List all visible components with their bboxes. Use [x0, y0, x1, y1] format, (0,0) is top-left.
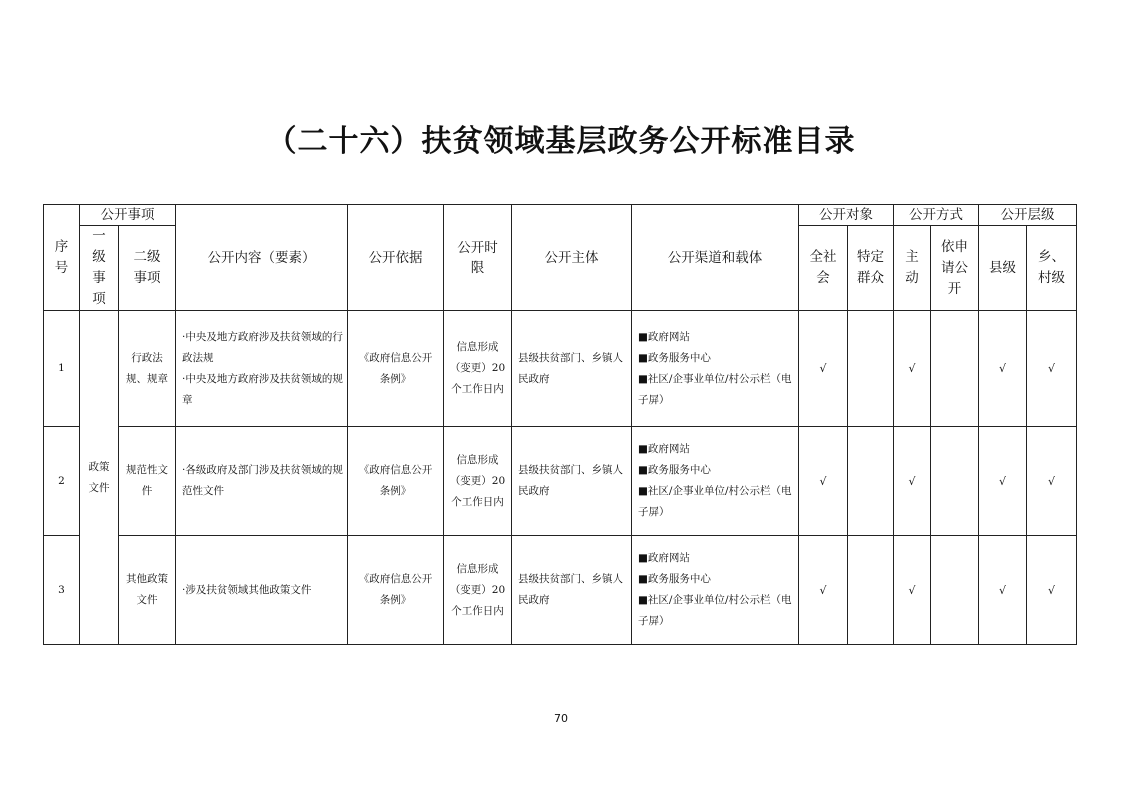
table-row — [44, 536, 1077, 645]
row-mode-request — [931, 536, 979, 645]
row-channels — [632, 311, 799, 427]
row-channels — [632, 536, 799, 645]
header-level2: 二级事项 — [119, 226, 176, 311]
row-target-all: √ — [799, 427, 848, 536]
row-target-specific — [848, 536, 894, 645]
row-mode-request — [931, 427, 979, 536]
row-time-limit: 信息形成（变更）20个工作日内 — [444, 536, 512, 645]
channel-item: ■社区/企事业单位/村公示栏（电子屏） — [638, 594, 792, 627]
channel-item: ■政府网站 — [638, 443, 690, 455]
row-mode-active: √ — [894, 427, 931, 536]
row-target-specific — [848, 427, 894, 536]
row-subject: 县级扶贫部门、乡镇人民政府 — [512, 427, 632, 536]
row-level-county: √ — [979, 427, 1027, 536]
header-time-limit: 公开时限 — [444, 205, 512, 311]
row-level2: 规范性文件 — [119, 427, 176, 536]
row-mode-active: √ — [894, 311, 931, 427]
header-mode-request: 依申请公开 — [931, 226, 979, 311]
content-item: ·中央及地方政府涉及扶贫领域的行政法规 — [182, 330, 343, 364]
row-level-township: √ — [1027, 536, 1077, 645]
header-target-group: 公开对象 — [799, 205, 894, 226]
row-target-all: √ — [799, 311, 848, 427]
row-time-limit: 信息形成（变更）20个工作日内 — [444, 311, 512, 427]
level1-item: 政策文件 — [80, 311, 119, 645]
header-level-group: 公开层级 — [979, 205, 1077, 226]
row-basis: 《政府信息公开条例》 — [348, 311, 444, 427]
header-level1: 一级事项 — [80, 226, 119, 311]
table-row — [44, 311, 1077, 427]
header-level-county: 县级 — [979, 226, 1027, 311]
row-target-specific — [848, 311, 894, 427]
row-mode-active: √ — [894, 536, 931, 645]
row-level-township: √ — [1027, 427, 1077, 536]
row-level-county: √ — [979, 311, 1027, 427]
page-title: （二十六）扶贫领域基层政务公开标准目录 — [266, 124, 856, 159]
content-item: ·涉及扶贫领域其他政策文件 — [182, 583, 312, 596]
row-content — [176, 311, 348, 427]
header-level-township: 乡、村级 — [1027, 226, 1077, 311]
header-target-specific: 特定群众 — [848, 226, 894, 311]
header-subject: 公开主体 — [512, 205, 632, 311]
row-time-limit: 信息形成（变更）20个工作日内 — [444, 427, 512, 536]
row-basis: 《政府信息公开条例》 — [348, 427, 444, 536]
row-content — [176, 536, 348, 645]
header-content: 公开内容（要素） — [176, 205, 348, 311]
row-seq: 3 — [44, 536, 80, 645]
channel-item: ■政府网站 — [638, 552, 690, 564]
content-item: ·各级政府及部门涉及扶贫领域的规范性文件 — [182, 464, 343, 497]
header-basis: 公开依据 — [348, 205, 444, 311]
row-level2: 其他政策文件 — [119, 536, 176, 645]
row-seq: 1 — [44, 311, 80, 427]
channel-item: ■社区/企事业单位/村公示栏（电子屏） — [638, 485, 792, 518]
header-channel: 公开渠道和载体 — [632, 205, 799, 311]
content-item: ·中央及地方政府涉及扶贫领域的规章 — [182, 372, 343, 406]
row-mode-request — [931, 311, 979, 427]
row-level-township: √ — [1027, 311, 1077, 427]
header-seq: 序号 — [44, 205, 80, 311]
disclosure-directory-table — [43, 204, 1077, 645]
row-target-all: √ — [799, 536, 848, 645]
header-mode-group: 公开方式 — [894, 205, 979, 226]
row-subject: 县级扶贫部门、乡镇人民政府 — [512, 536, 632, 645]
header-mode-active: 主动 — [894, 226, 931, 311]
header-row-1 — [44, 205, 1077, 226]
channel-item: ■政务服务中心 — [638, 573, 711, 585]
row-basis: 《政府信息公开条例》 — [348, 536, 444, 645]
row-subject: 县级扶贫部门、乡镇人民政府 — [512, 311, 632, 427]
table-row — [44, 427, 1077, 536]
row-level-county: √ — [979, 536, 1027, 645]
channel-item: ■政务服务中心 — [638, 351, 711, 364]
row-level2: 行政法规、规章 — [119, 311, 176, 427]
row-content — [176, 427, 348, 536]
page-number: 70 — [554, 712, 568, 725]
channel-item: ■政务服务中心 — [638, 464, 711, 476]
row-channels — [632, 427, 799, 536]
header-target-all: 全社会 — [799, 226, 848, 311]
header-matter-group: 公开事项 — [80, 205, 176, 226]
channel-item: ■政府网站 — [638, 330, 690, 343]
row-seq: 2 — [44, 427, 80, 536]
channel-item: ■社区/企事业单位/村公示栏（电子屏） — [638, 372, 792, 406]
